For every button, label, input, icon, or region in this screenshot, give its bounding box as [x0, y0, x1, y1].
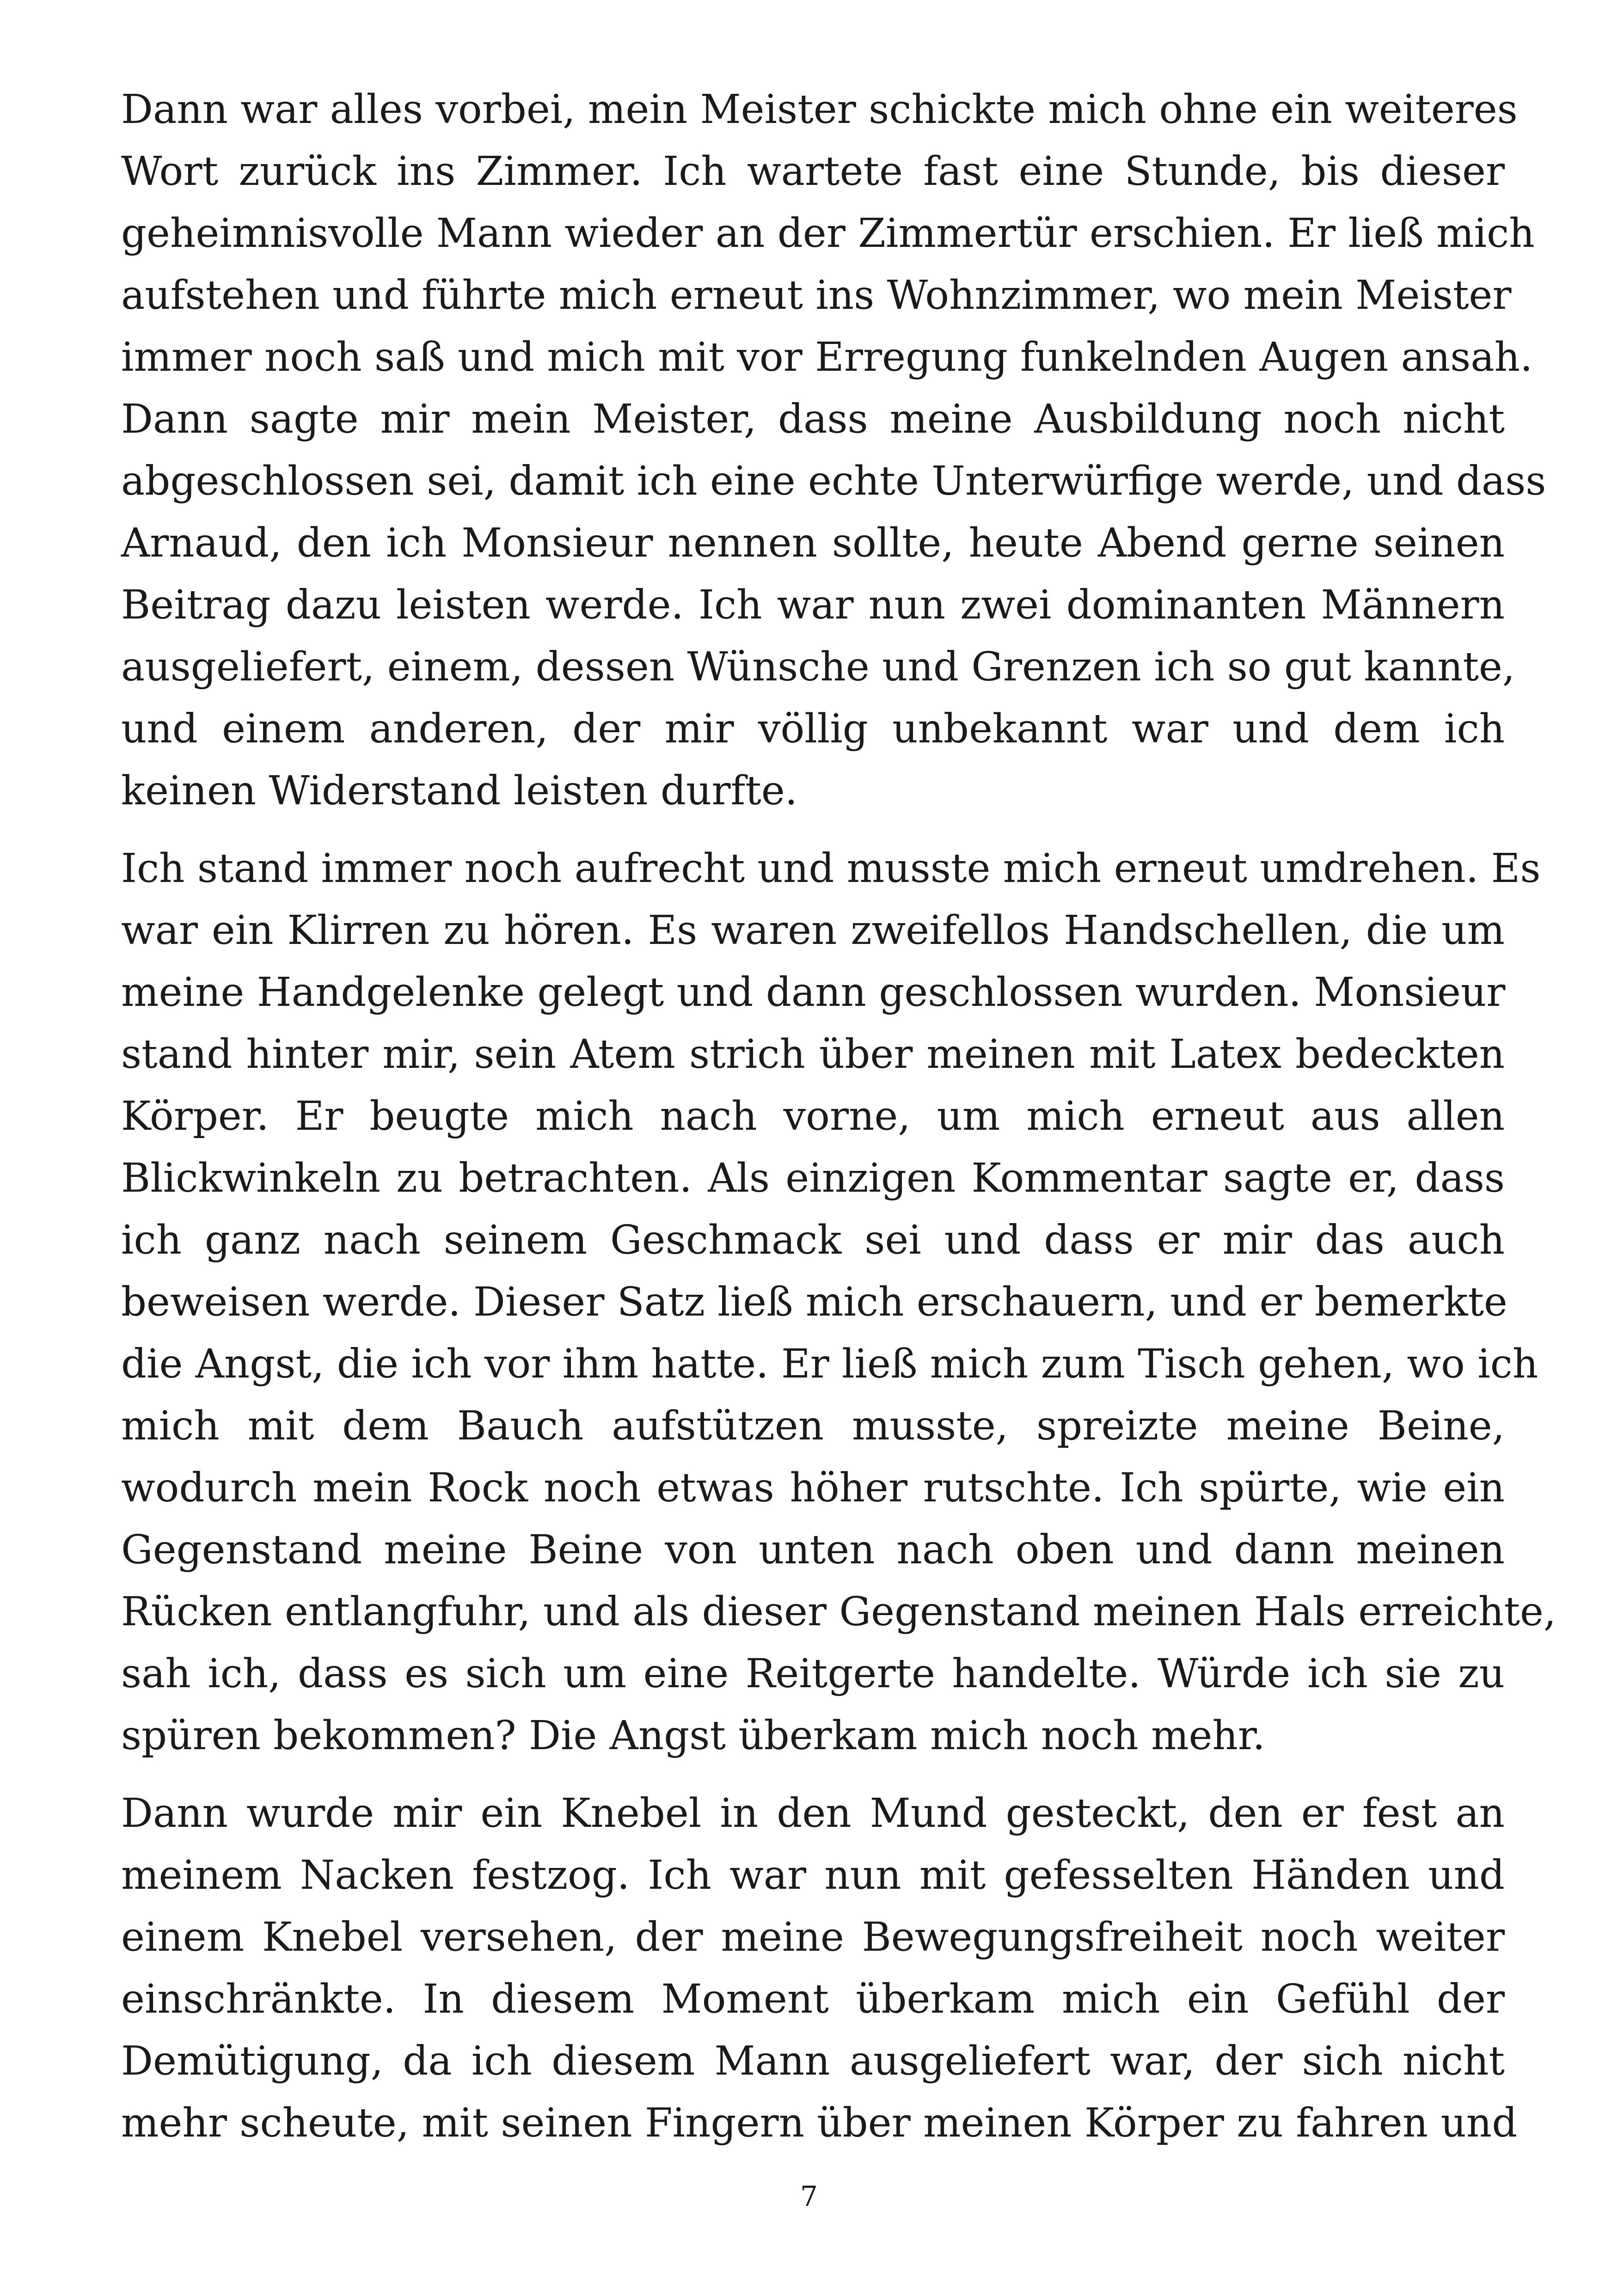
- paragraph: [121, 79, 1546, 822]
- text-line: Körper. Er beugte mich nach vorne, um mich erneut aus allen: [121, 1093, 1505, 1139]
- text-line: meine Handgelenke gelegt und dann geschlossen wurden. Monsieur: [121, 969, 1506, 1016]
- text-line: beweisen werde. Dieser Satz ließ mich erschauern, und er bemerkte: [121, 1279, 1508, 1325]
- text-line: Blickwinkeln zu betrachten. Als einzigen Kommentar sagte er, dass: [121, 1155, 1505, 1201]
- text-line: einschränkte. In diesem Moment überkam mich ein Gefühl der: [121, 1976, 1505, 2022]
- text-line: einem Knebel versehen, der meine Bewegungsfreiheit noch weiter: [121, 1914, 1505, 1960]
- text-line: abgeschlossen sei, damit ich eine echte Unterwürfige werde, und dass: [121, 458, 1546, 504]
- body-text: [121, 79, 1557, 2170]
- text-line: Dann sagte mir mein Meister, dass meine Ausbildung noch nicht: [121, 396, 1505, 442]
- text-line: stand hinter mir, sein Atem strich über meinen mit Latex bedeckten: [121, 1031, 1505, 1078]
- text-line: ich ganz nach seinem Geschmack sei und dass er mir das auch: [121, 1217, 1505, 1263]
- text-line: Gegenstand meine Beine von unten nach oben und dann meinen: [121, 1527, 1505, 1573]
- text-line: Beitrag dazu leisten werde. Ich war nun zwei dominanten Männern: [121, 582, 1505, 628]
- paragraph: [121, 1782, 1518, 2154]
- text-line: aufstehen und führte mich erneut ins Wohnzimmer, wo mein Meister: [121, 272, 1512, 318]
- text-line: wodurch mein Rock noch etwas höher rutschte. Ich spürte, wie ein: [121, 1465, 1505, 1511]
- text-line: Wort zurück ins Zimmer. Ich wartete fast eine Stunde, bis dieser: [121, 148, 1505, 195]
- text-line: immer noch saß und mich mit vor Erregung funkelnden Augen ansah.: [121, 334, 1533, 380]
- text-line: Dann wurde mir ein Knebel in den Mund gesteckt, den er fest an: [121, 1790, 1505, 1837]
- text-line: Dann war alles vorbei, mein Meister schickte mich ohne ein weiteres: [121, 86, 1518, 133]
- text-line: geheimnisvolle Mann wieder an der Zimmertür erschien. Er ließ mich: [121, 210, 1535, 257]
- text-line: sah ich, dass es sich um eine Reitgerte handelte. Würde ich sie zu: [121, 1651, 1505, 1697]
- text-line: meinem Nacken festzog. Ich war nun mit gefesselten Händen und: [121, 1852, 1505, 1898]
- text-line: keinen Widerstand leisten durfte.: [121, 768, 798, 814]
- page-number: 7: [800, 2180, 818, 2213]
- text-line: Ich stand immer noch aufrecht und musste mich erneut umdrehen. Es: [121, 845, 1541, 892]
- text-line: Rücken entlangfuhr, und als dieser Gegenstand meinen Hals erreichte,: [121, 1589, 1557, 1635]
- text-line: Arnaud, den ich Monsieur nennen sollte, heute Abend gerne seinen: [121, 520, 1505, 566]
- text-line: die Angst, die ich vor ihm hatte. Er ließ mich zum Tisch gehen, wo ich: [121, 1341, 1538, 1387]
- paragraph: [121, 838, 1557, 1767]
- text-line: mehr scheute, mit seinen Fingern über meinen Körper zu fahren und: [121, 2100, 1518, 2146]
- text-line: und einem anderen, der mir völlig unbekannt war und dem ich: [121, 706, 1505, 752]
- text-line: ausgeliefert, einem, dessen Wünsche und Grenzen ich so gut kannte,: [121, 644, 1515, 690]
- text-line: Demütigung, da ich diesem Mann ausgeliefert war, der sich nicht: [121, 2038, 1505, 2084]
- text-line: spüren bekommen? Die Angst überkam mich noch mehr.: [121, 1713, 1265, 1759]
- text-line: war ein Klirren zu hören. Es waren zweifellos Handschellen, die um: [121, 907, 1505, 954]
- text-line: mich mit dem Bauch aufstützen musste, spreizte meine Beine,: [121, 1403, 1505, 1449]
